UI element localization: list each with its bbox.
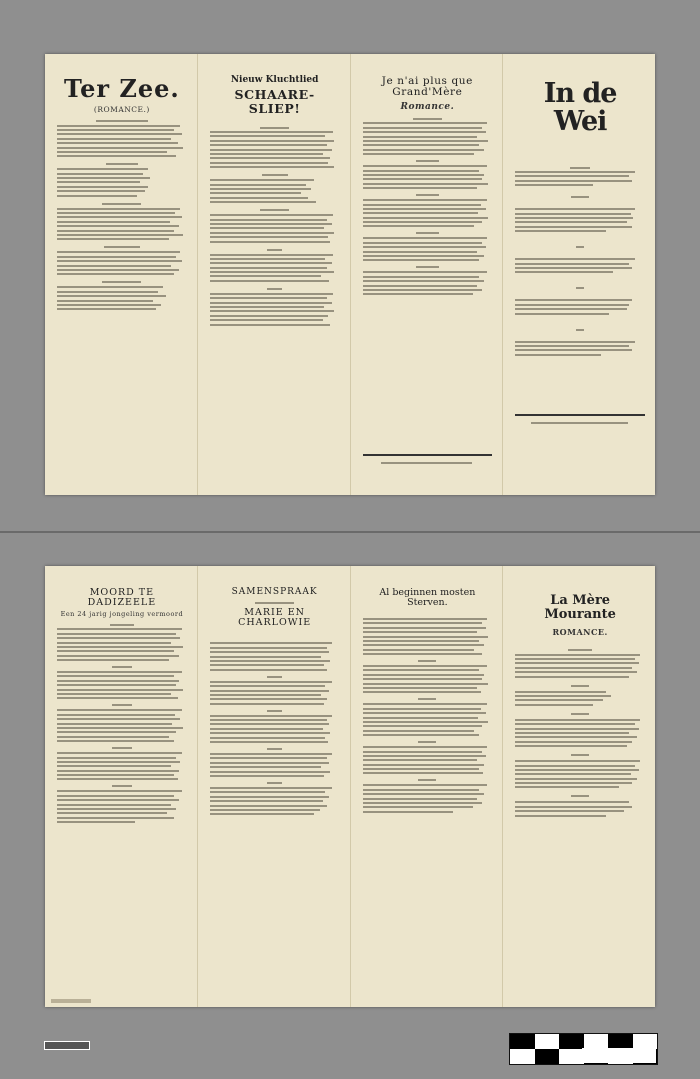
- song-subtitle: ROMANCE.: [552, 627, 608, 638]
- bottom-song-sheet: [45, 566, 655, 1007]
- image-divider: [0, 531, 700, 533]
- song-title: In de Wei: [543, 78, 617, 138]
- song-lyrics: [515, 167, 645, 356]
- footer-rule: [363, 454, 493, 456]
- top-song-sheet: [45, 54, 655, 495]
- song-title: MOORD TE DADIZEELE: [87, 587, 157, 608]
- song-title: Je n'ai plus que Grand'Mère: [381, 75, 473, 99]
- song-column-grand-mere: [351, 54, 504, 495]
- song-lyrics: [515, 649, 645, 816]
- song-column-schaare-sliep: [198, 54, 351, 495]
- song-lyrics: [57, 624, 187, 823]
- song-title: Al beginnen mosten Sterven.: [379, 587, 476, 608]
- song-column-marie-en-charlowie: [198, 566, 351, 1007]
- song-column-moord-te-dadizeele: [45, 566, 198, 1007]
- song-column-ter-zee: [45, 54, 198, 495]
- song-title: Ter Zee.: [63, 74, 180, 103]
- song-title: SCHAARE-SLIEP!: [234, 87, 315, 116]
- song-column-in-de-wei: [503, 54, 655, 495]
- song-lyrics: [363, 618, 493, 813]
- song-subheading: [255, 602, 294, 604]
- song-column-la-mere-mourante: [503, 566, 655, 1007]
- song-subtitle: Een 24 jarig jongeling vermoord: [60, 609, 184, 618]
- song-column-al-beginnen-mosten-sterven: [351, 566, 504, 1007]
- catalog-stamp: [51, 999, 91, 1003]
- scale-bar-white-segment: [582, 1048, 656, 1063]
- song-subtitle: (ROMANCE.): [93, 105, 150, 115]
- song-lyrics: [57, 120, 187, 310]
- song-title: MARIE EN CHARLOWIE: [238, 607, 312, 629]
- song-subtitle: Romance.: [400, 102, 455, 113]
- footer-note: [531, 422, 628, 424]
- song-lyrics: [363, 118, 493, 295]
- footer-rule: [515, 414, 645, 416]
- song-kicker: SAMENSPRAAK: [231, 587, 318, 597]
- song-title: La Mère Mourante: [544, 593, 616, 622]
- song-lyrics: [210, 127, 340, 326]
- song-lyrics: [210, 642, 340, 815]
- song-kicker: Nieuw Kluchtlied: [230, 75, 319, 85]
- footer-note: [381, 462, 472, 464]
- catalog-label: [44, 1041, 90, 1050]
